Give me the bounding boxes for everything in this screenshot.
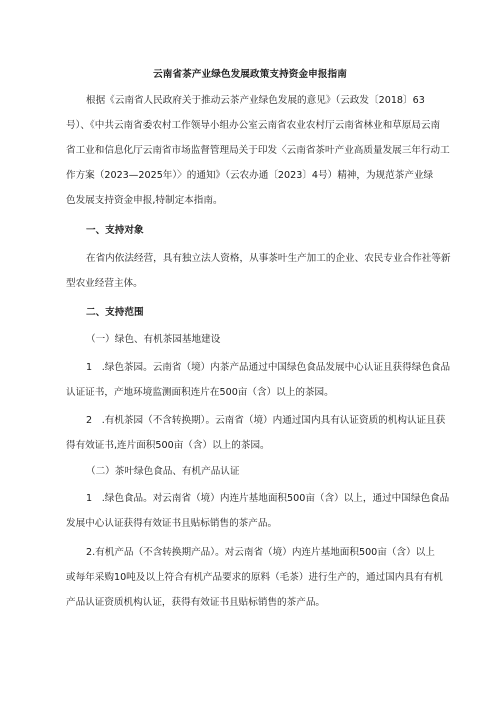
item-organic-garden-line-2: 得有效证书,连片面积500亩（含）以上的茶园。 — [66, 440, 270, 451]
item-green-food-line-1: 1 .绿色食品。对云南省（境）内连片基地面积500亩（含）以上，通过中国绿色食品 — [86, 493, 450, 504]
intro-line-4: 作方案（2023—2025年）〉的通知》（云农办通〔2023〕4号）精神，为规范茶产业绿 — [66, 170, 434, 181]
intro-line-1: 根据《云南省人民政府关于推动云茶产业绿色发展的意见》（云政发〔2018〕63 — [86, 95, 425, 106]
section1-line-2: 型农业经营主体。 — [66, 278, 143, 289]
item-organic-product-line-2: 或每年采购10吨及以上符合有机产品要求的原料（毛茶）进行生产的，通过国内具有有机 — [66, 572, 443, 583]
item-green-garden-line-2: 认证证书，产地环境监测面积连片在500亩（含）以上的茶园。 — [66, 387, 334, 398]
section-heading-support-scope: 二、支持范围 — [86, 307, 144, 318]
section1-line-1: 在省内依法经营，具有独立法人资格，从事茶叶生产加工的企业、农民专业合作社等新 — [86, 253, 451, 264]
item-organic-garden-line-1: 2 .有机茶园（不含转换期）。云南省（境）内通过国内具有认证资质的机构认证且获 — [86, 415, 446, 426]
subsection-heading-green-organic-gardens: （一）绿色、有机茶园基地建设 — [86, 334, 221, 345]
item-green-food-line-2: 发展中心认证获得有效证书且贴标销售的茶产品。 — [66, 518, 278, 529]
item-green-garden-line-1: 1 .绿色茶园。云南省（境）内茶产品通过中国绿色食品发展中心认证且获得绿色食品 — [86, 362, 451, 373]
intro-line-3: 省工业和信息化厅云南省市场监督管理局关于印发〈云南省茶叶产业高质量发展三年行动工 — [66, 145, 450, 156]
item-organic-product-line-3: 产品认证资质机构认证，获得有效证书且贴标销售的茶产品。 — [66, 597, 326, 608]
item-organic-product-line-1: 2.有机产品（不含转换期产品）。对云南省（境）内连片基地面积500亩（含）以上 — [86, 547, 435, 558]
intro-line-2: 号）、《中共云南省委农村工作领导小组办公室云南省农业农村厅云南省林业和草原局云南 — [66, 120, 441, 131]
intro-line-5: 色发展支持资金申报,特制定本指南。 — [66, 195, 223, 206]
document-title: 云南省茶产业绿色发展政策支持资金申报指南 — [153, 69, 347, 80]
subsection-heading-certification: （二）茶叶绿色食品、有机产品认证 — [86, 466, 240, 477]
section-heading-support-target: 一、支持对象 — [86, 225, 144, 236]
